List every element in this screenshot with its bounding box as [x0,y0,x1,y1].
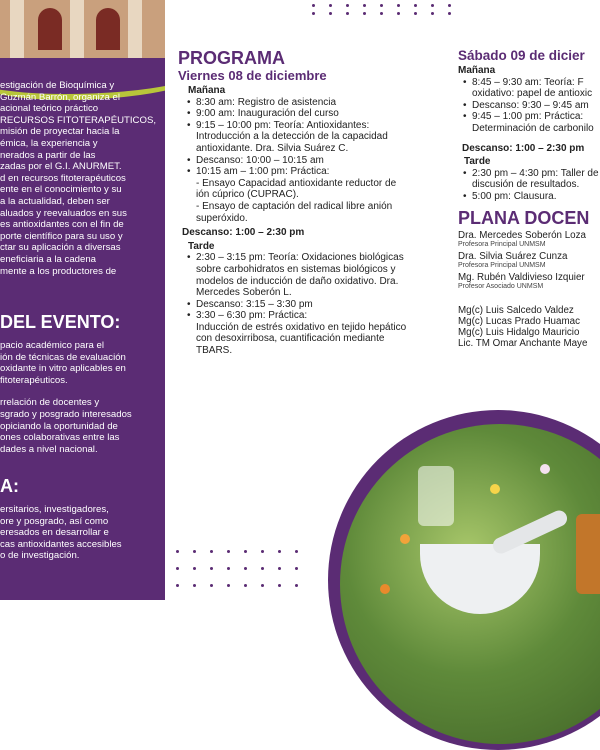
program-title: PROGRAMA [178,48,285,68]
morning-schedule [178,97,450,225]
dot-pattern-bottom [176,550,298,587]
sat-afternoon-schedule [458,168,600,203]
intro-text: estigación de Bioquímica y Guzmán Barrón, organiza el acional teórico práctico RECURSOS FITOTERAPÉUTICOS, misión de proyectar hacia la émica, la experiencia y nerados a partir de las zadas por el G.I. ANURMET. d en recursos fitoterapéuticos ente en el conocimiento y su a la actualidad, deben ser aluados y reevaluados en sus es antioxidantes con el fin de porte científico para su uso y ctar su aplicación a diversas eneficiaria a la cadena mente a los productores de [0,80,157,277]
day1-title: Viernes 08 de diciembre [178,68,327,83]
plana-title: PLANA DOCEN [458,207,590,228]
saturday-column [458,48,600,349]
left-panel [0,0,165,600]
colaboradores-list [458,305,600,349]
list-item: • 9:45 – 1:00 pm: Práctica: Determinación de carbonilo [472,111,600,134]
event-text: pacio académico para el ión de técnicas de evaluación oxidante in vitro aplicables en fitoterapéuticos. rrelación de docentes y sgrado y posgrado interesados opiciando la oportunidad de ones colaborativas entre las dades a nivel nacional. [0,340,132,455]
list-item: • 3:30 – 6:30 pm: Práctica: Inducción de estrés oxidativo en tejido hepático con desoxirribosa, cuantificación mediante TBARS. [196,310,450,356]
sat-lunch-break: Descanso: 1:00 – 2:30 pm [462,142,585,154]
afternoon-label: Tarde [188,240,215,252]
audience-text: ersitarios, investigadores, ore y posgrado, así como eresados en desarrollar e cas antioxidantes accesibles o de investigación. [0,504,122,562]
list-item: • 9:00 am: Inauguración del curso [196,108,450,120]
colaborador-name: Mg(c) Luis Salcedo Valdez [458,305,574,317]
list-item: • 9:15 – 10:00 pm: Teoría: Antioxidantes: Introducción a la detección de la capacidad antioxidante. Dra. Silvia Suárez C. [196,120,450,155]
list-item: • 8:45 – 9:30 am: Teoría: F oxidativo: papel de antioxic [472,77,600,100]
sat-afternoon-label: Tarde [464,156,491,168]
docente-role: Profesor Asociado UNMSM [458,283,544,291]
colaborador-name: Mg(c) Lucas Prado Huamac [458,316,580,328]
colaborador-name: Lic. TM Omar Anchante Maye [458,338,588,350]
sat-morning-schedule [458,77,600,135]
colaborador-name: Mg(c) Luis Hidalgo Mauricio [458,327,580,339]
event-heading: DEL EVENTO: [0,312,121,332]
list-item: • 5:00 pm: Clausura. [472,191,600,203]
morning-label: Mañana [188,85,226,96]
sat-morning-label: Mañana [458,65,496,76]
docentes-list [458,230,600,291]
list-item: • 2:30 pm – 4:30 pm: Taller de discusión de resultados. [472,168,600,191]
list-item: • Descanso: 9:30 – 9:45 am [472,100,600,112]
list-item: • Descanso: 10:00 – 10:15 am [196,155,450,167]
list-item: • 8:30 am: Registro de asistencia [196,97,450,109]
program-column [178,48,450,357]
list-item: • 10:15 am – 1:00 pm: Práctica: - Ensayo Capacidad antioxidante reductor de ión cúprico (CUPRAC). - Ensayo de captación del radical libre anión superóxido. [196,166,450,224]
dot-pattern-top [312,4,451,15]
docente-name: Dra. Mercedes Soberón Loza [458,230,586,242]
docente-name: Mg. Rubén Valdivieso Izquier [458,272,585,284]
audience-heading: A: [0,476,19,496]
afternoon-schedule [178,252,450,356]
list-item: • Descanso: 3:15 – 3:30 pm [196,299,450,311]
day2-title: Sábado 09 de dicier [458,48,585,63]
lunch-break: Descanso: 1:00 – 2:30 pm [182,227,305,239]
docente-name: Dra. Silvia Suárez Cunza [458,251,568,263]
list-item: • 2:30 – 3:15 pm: Teoría: Oxidaciones biológicas sobre carbohidratos en sistemas biológicos y modelos de inducción de daño oxidativo. Dra. Mercedes Soberón L. [196,252,450,298]
docente-role: Profesora Principal UNMSM [458,262,546,270]
docente-role: Profesora Principal UNMSM [458,241,546,249]
